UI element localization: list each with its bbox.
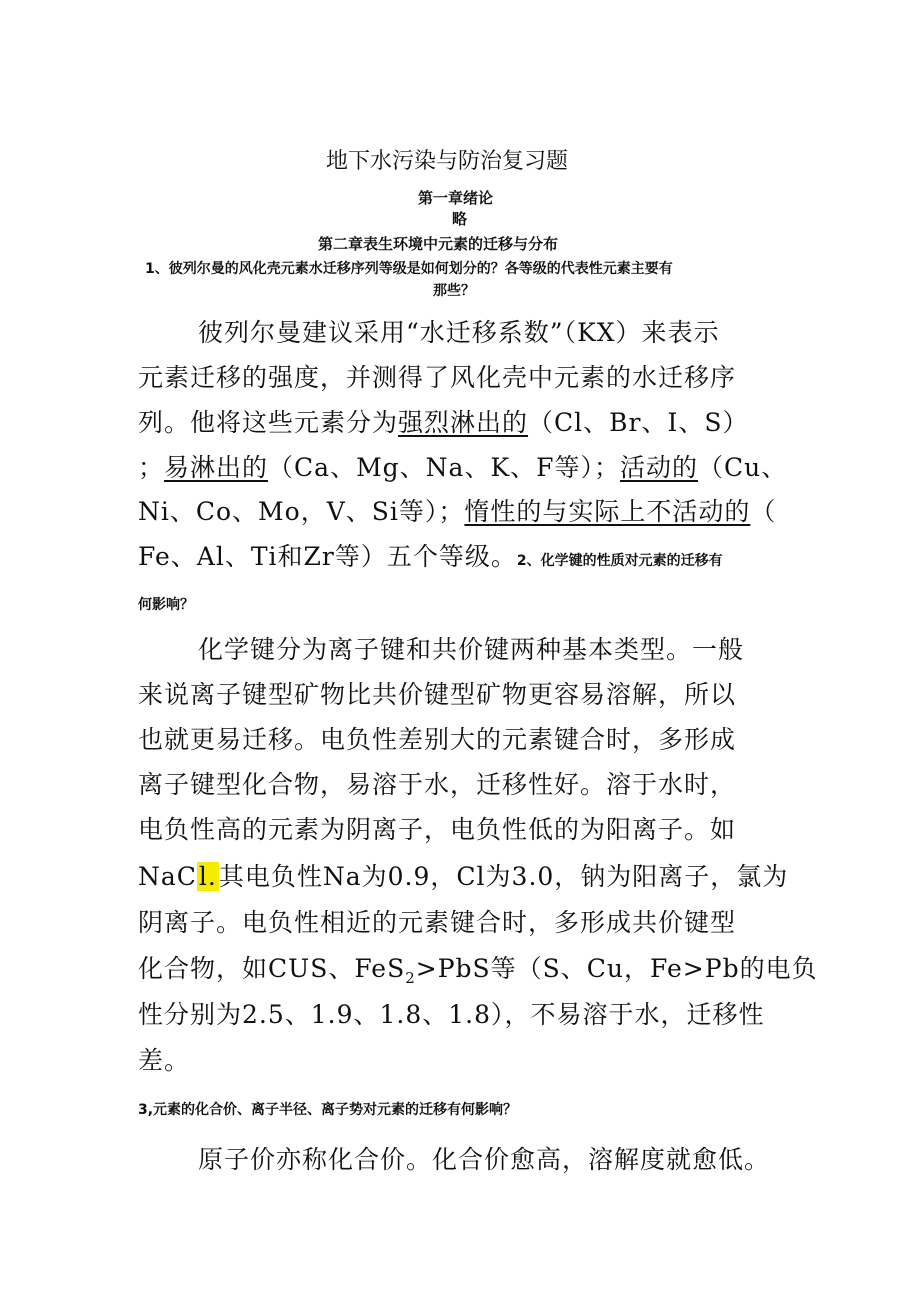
answer-1-line: 列。他将这些元素分为强烈淋出的（Cl、Br、I、S）: [138, 408, 749, 437]
answer-1-line: 元素迁移的强度，并测得了风化壳中元素的水迁移序: [138, 363, 737, 392]
question-1-line: 1、彼列尔曼的风化壳元素水迁移序列等级是如何划分的？各等级的代表性元素主要有: [145, 261, 673, 277]
answer-2-line: 来说离子键型矿物比共价键型矿物更容易溶解，所以: [138, 680, 737, 709]
answer-1-line: 彼列尔曼建议采用“水迁移系数”（KX）来表示: [198, 318, 720, 347]
question-3: 3,元素的化合价、离子半径、离子势对元素的迁移有何影响？: [138, 1102, 518, 1118]
answer-2-line: 电负性高的元素为阴离子，电负性低的为阳离子。如: [138, 815, 737, 844]
question-2-line: 何影响？: [138, 597, 194, 613]
question-1-line: 那些？: [433, 283, 475, 299]
answer-2-line: 差。: [138, 1046, 191, 1075]
highlighted-text: l.: [198, 862, 217, 891]
term-active: 活动的: [619, 453, 698, 482]
answer-2-line: 离子键型化合物，易溶于水，迁移性好。溶于水时，: [138, 770, 737, 799]
chapter1-content: 略: [452, 210, 468, 228]
answer-2-line: 阴离子。电负性相近的元素键合时，多形成共价键型: [138, 908, 737, 937]
subscript: 2: [405, 969, 416, 987]
answer-2-line: 也就更易迁移。电负性差别大的元素键合时，多形成: [138, 725, 737, 754]
answer-2-line: 化合物，如CUS、FeS$_2$>PbS等（S、Cu，Fe>Pb的电负: [138, 954, 818, 987]
question-2-inline: 2、化学键的性质对元素的迁移有: [516, 553, 723, 569]
answer-2-line: 化学键分为离子键和共价键两种基本类型。一般: [198, 635, 745, 664]
term-strongly-leached: 强烈淋出的: [398, 408, 529, 437]
answer-3-line: 原子价亦称化合价。化合价愈高，溶解度就愈低。: [198, 1145, 771, 1174]
chapter2-heading: 第二章表生环境中元素的迁移与分布: [318, 235, 559, 253]
document-title: 地下水污染与防治复习题: [326, 149, 569, 174]
answer-2-line: 性分别为2.5、1.9、1.8、1.8），不易溶于水，迁移性: [138, 1000, 765, 1029]
term-easily-leached: 易淋出的: [164, 453, 269, 482]
answer-2-line: NaCl.其电负性Na为0.9，Cl为3.0，钠为阳离子，氯为: [138, 862, 789, 891]
answer-1-line: ；易淋出的（Ca、Mg、Na、K、F等）；活动的（Cu、: [138, 453, 788, 482]
term-inert: 惰性的与实际上不活动的: [464, 497, 751, 526]
answer-1-line: Ni、Co、Mo，V、Si等）；惰性的与实际上不活动的（: [138, 497, 777, 526]
chapter1-heading: 第一章绪论: [418, 189, 494, 207]
answer-1-line: Fe、Al、Ti和Zr等）五个等级。2、化学键的性质对元素的迁移有: [138, 542, 723, 571]
